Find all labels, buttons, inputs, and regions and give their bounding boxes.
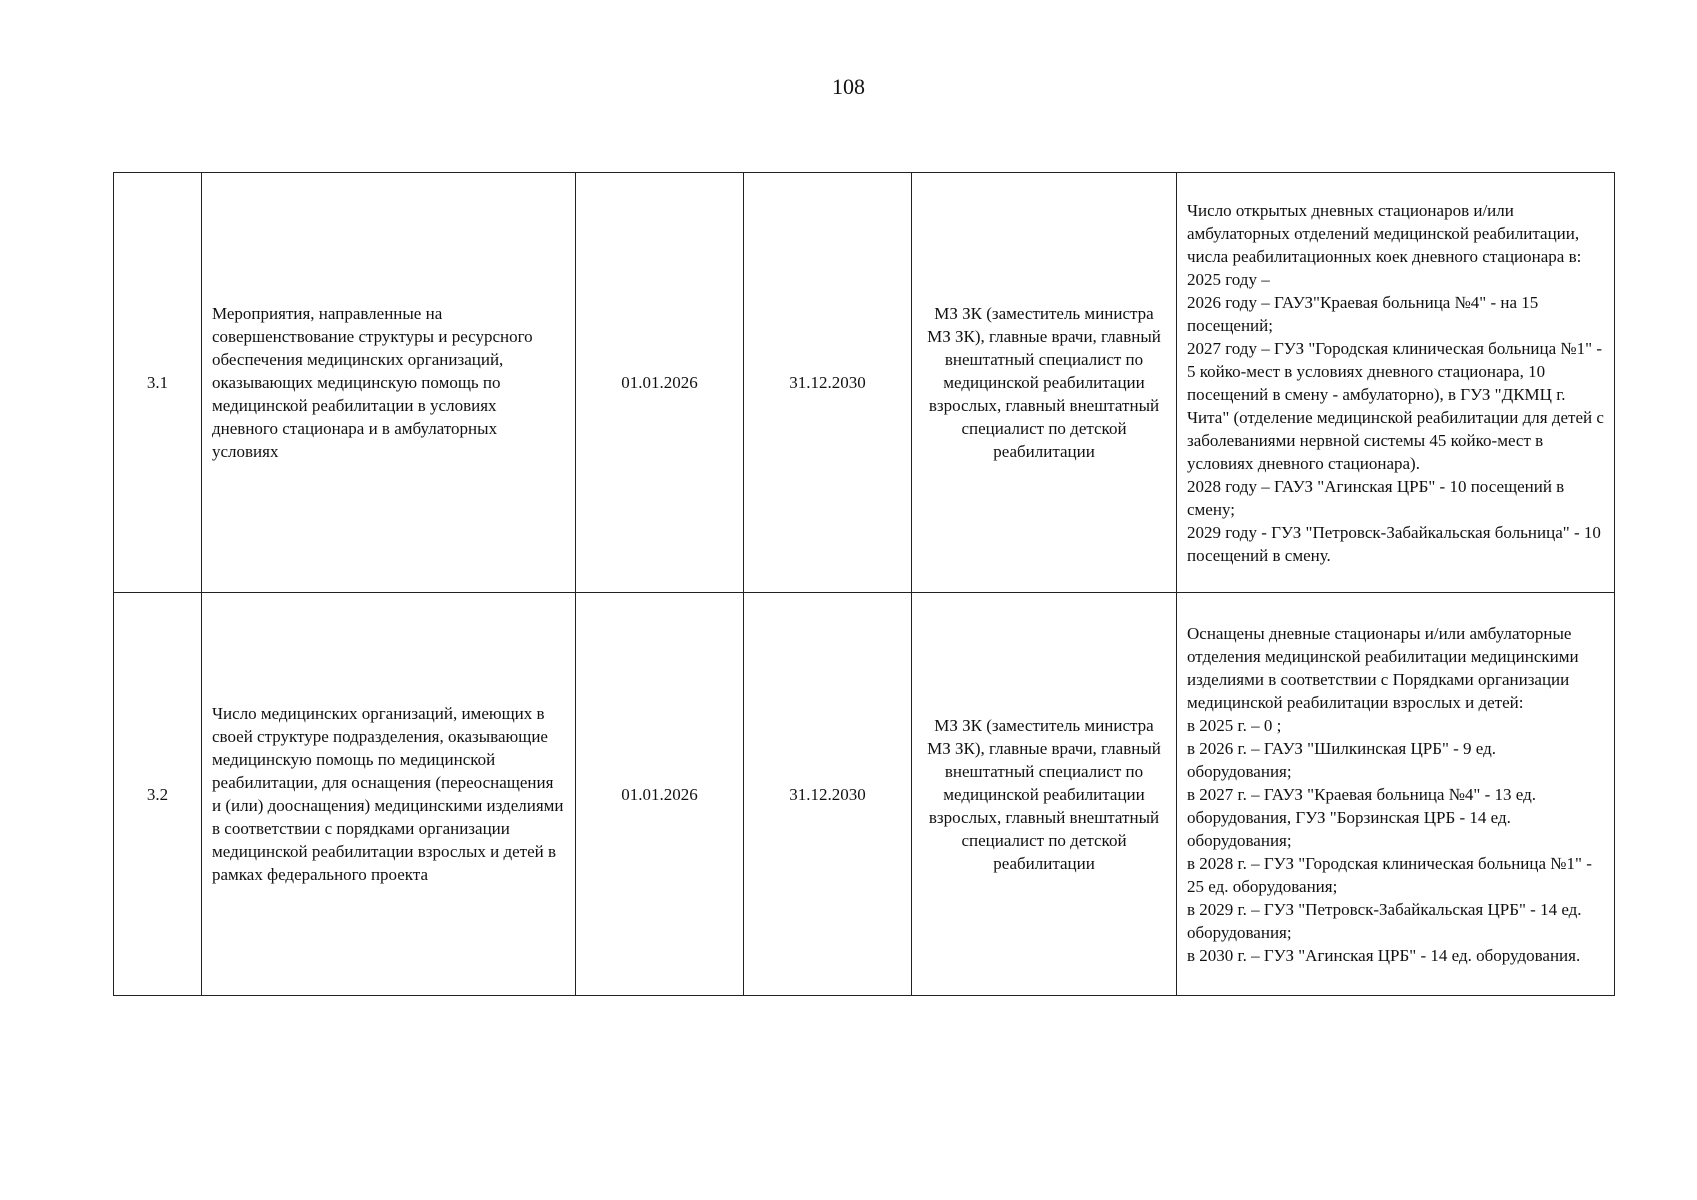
- result-line: Оснащены дневные стационары и/или амбулаторные отделения медицинской реабилитации медицинскими изделиями в соответствии с Порядками организации медицинской реабилитации взрослых и детей:: [1187, 623, 1579, 712]
- start-date: 01.01.2026: [576, 173, 744, 593]
- activity-name: Мероприятия, направленные на совершенствование структуры и ресурсного обеспечения медицинских организаций, оказывающих медицинскую помощь по медицинской реабилитации в условиях дневного стационара и в амбулаторных условиях: [202, 173, 576, 593]
- row-number: 3.2: [114, 593, 202, 996]
- responsible-executor: МЗ ЗК (заместитель министра МЗ ЗК), главные врачи, главный внештатный специалист по медицинской реабилитации взрослых, главный внештатный специалист по детской реабилитации: [912, 173, 1177, 593]
- table-row: [114, 593, 1615, 996]
- page-number: 108: [832, 74, 865, 99]
- result-line: в 2028 г. – ГУЗ "Городская клиническая больница №1" - 25 ед. оборудования;: [1187, 853, 1592, 896]
- end-date: 31.12.2030: [744, 593, 912, 996]
- table-row: [114, 173, 1615, 593]
- activities-table: [113, 172, 1615, 996]
- expected-result: [1177, 593, 1615, 996]
- result-line: 2029 году - ГУЗ "Петровск-Забайкальская больница" - 10 посещений в смену.: [1187, 522, 1601, 565]
- result-line: 2028 году – ГАУЗ "Агинская ЦРБ" - 10 посещений в смену;: [1187, 476, 1565, 519]
- end-date: 31.12.2030: [744, 173, 912, 593]
- result-line: в 2027 г. – ГАУЗ "Краевая больница №4" - 13 ед. оборудования, ГУЗ "Борзинская ЦРБ - 14 ед. оборудования;: [1187, 784, 1536, 850]
- row-number: 3.1: [114, 173, 202, 593]
- result-line: в 2026 г. – ГАУЗ "Шилкинская ЦРБ" - 9 ед. оборудования;: [1187, 738, 1497, 781]
- result-line: 2026 году – ГАУЗ"Краевая больница №4" - на 15 посещений;: [1187, 292, 1539, 335]
- result-line: в 2029 г. – ГУЗ "Петровск-Забайкальская ЦРБ" - 14 ед. оборудования;: [1187, 899, 1582, 942]
- start-date: 01.01.2026: [576, 593, 744, 996]
- result-line: 2027 году – ГУЗ "Городская клиническая больница №1" - 5 койко-мест в условиях дневного стационара, 10 посещений в смену - амбулаторно), в ГУЗ "ДКМЦ г. Чита" (отделение медицинской реабилитации для детей с заболеваниями нервной системы 45 койко-мест в условиях дневного стационара).: [1187, 338, 1604, 473]
- result-line: в 2025 г. – 0 ;: [1187, 715, 1282, 735]
- expected-result: [1177, 173, 1615, 593]
- activity-name: Число медицинских организаций, имеющих в своей структуре подразделения, оказывающие медицинскую помощь по медицинской реабилитации, для оснащения (переоснащения и (или) дооснащения) медицинскими изделиями в соответствии с порядками организации медицинской реабилитации взрослых и детей в рамках федерального проекта: [202, 593, 576, 996]
- result-line: 2025 году –: [1187, 269, 1270, 289]
- result-line: Число открытых дневных стационаров и/или амбулаторных отделений медицинской реабилитации, числа реабилитационных коек дневного стационара в:: [1187, 200, 1582, 266]
- result-line: в 2030 г. – ГУЗ "Агинская ЦРБ" - 14 ед. оборудования.: [1187, 945, 1581, 965]
- responsible-executor: МЗ ЗК (заместитель министра МЗ ЗК), главные врачи, главный внештатный специалист по медицинской реабилитации взрослых, главный внештатный специалист по детской реабилитации: [912, 593, 1177, 996]
